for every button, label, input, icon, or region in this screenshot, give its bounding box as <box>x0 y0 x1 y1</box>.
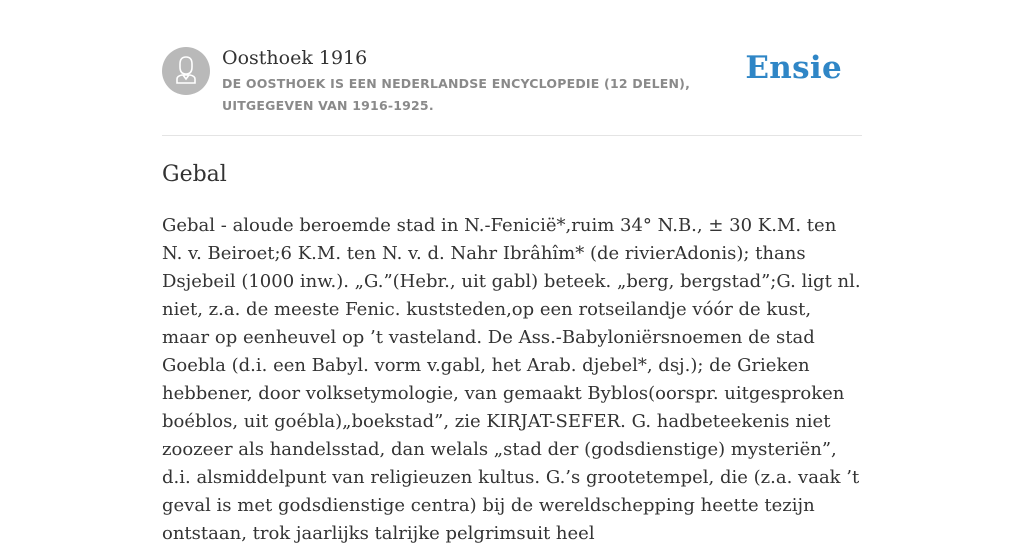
source-description: DE OOSTHOEK IS EEN NEDERLANDSE ENCYCLOPEDIE (12 DELEN), UITGEGEVEN VAN 1916-1925. <box>222 76 691 113</box>
avatar[interactable] <box>162 47 210 95</box>
source-info <box>222 46 762 117</box>
entry-body: Gebal - aloude beroemde stad in N.-Fenicië*,ruim 34° N.B., ± 30 K.M. ten N. v. Beiroet;6 K.M. ten N. v. d. Nahr Ibrâhîm* (de rivierAdonis); thans Dsjebeil (1000 inw.). „G.”(Hebr., uit gabl) beteek. „berg, bergstad”;G. ligt nl. niet, z.a. de meeste Fenic. kuststeden,op een rotseilandje vóór de kust, maar op eenheuvel op ’t vasteland. De Ass.-Babyloniërsnoemen de stad Goebla (d.i. een Babyl. vorm v.gabl, het Arab. djebel*, dsj.); de Grieken hebbener, door volksetymologie, van gemaakt Byblos(oorspr. uitgesproken boéblos, uit goébla)„boekstad”, zie KIRJAT-SEFER. G. hadbeteekenis niet zoozeer als handelsstad, dan welals „stad der (godsdienstige) mysteriën”, d.i. alsmiddelpunt van religieuzen kultus. G.’s grootetempel, die (z.a. vaak ’t geval is met godsdienstige centra) bij de wereldschepping heette tezijn ontstaan, trok jaarlijks talrijke pelgrimsuit heel <box>162 215 861 544</box>
source-title[interactable]: Oosthoek 1916 <box>222 47 368 69</box>
entry-page <box>162 0 862 548</box>
ensie-logo-link[interactable]: Ensie <box>745 50 842 86</box>
user-icon <box>162 47 210 95</box>
entry-title: Gebal <box>162 162 227 187</box>
source-header <box>162 0 862 136</box>
